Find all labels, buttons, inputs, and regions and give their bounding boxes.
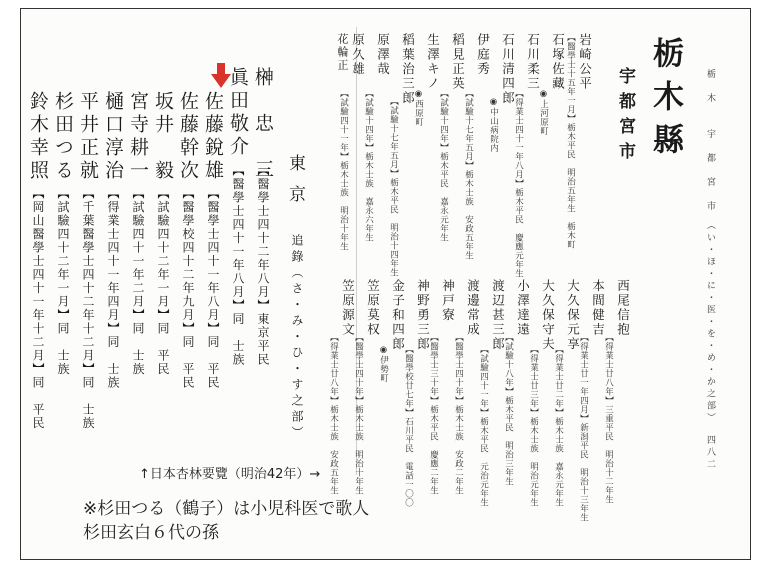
entry-detail: 【得業士廿一年四月】新潟平民 明治十三年生	[578, 333, 589, 522]
entry-detail: ◉上河原町	[538, 89, 549, 136]
down-arrow-icon	[211, 63, 231, 89]
entry-detail: 【得業士廿二年】栃木士族 嘉永元年生	[553, 345, 564, 507]
entry-detail: 【千葉醫學士四十二年十二月】同 士族	[81, 187, 95, 430]
entry-name: 宮寺耕一	[127, 91, 149, 183]
prefecture-title: 栃木縣	[647, 37, 683, 166]
entry-detail: ◉中山病院内	[488, 97, 499, 153]
entry-name: 眞田敬介	[227, 67, 249, 159]
entry-name: 稻見正英	[450, 33, 466, 91]
entry-detail: 【試驗十四年】栃木平民 嘉永元年生	[438, 89, 449, 242]
entry-detail: 【試驗四十二年一月】同 平民	[156, 187, 170, 376]
entry-detail: 【醫學士十五年一月】栃木平民 明治五年生 栃木町	[565, 33, 576, 249]
entry-name: 岩崎公平	[577, 33, 593, 91]
city-title: 宇都宮市	[615, 67, 635, 167]
entry-name: 杉田つる	[52, 91, 74, 183]
entry-detail: 【試驗十七年五月】栃木平民 明治十四年生	[388, 97, 399, 277]
entry-detail: 【醫學士四十一年八月】同 平民	[206, 187, 220, 390]
tokyo-heading: 東京	[285, 154, 305, 216]
annotation-note	[83, 497, 369, 545]
entry-detail: 【試驗四十二年一月】同 士族	[56, 187, 70, 376]
entry-detail: 【試驗四十一年二月】同 士族	[131, 187, 145, 376]
entry-detail: 【醫學校廿七年】石川平民 電話一〇〇	[403, 345, 414, 507]
entry-name: 石川清四郎	[500, 33, 516, 106]
entry-name: 坂井 毅	[152, 91, 174, 183]
supplement-heading: 追錄（さ・み・ひ・す之部）	[290, 234, 304, 442]
entry-detail: ◉伊勢町	[378, 345, 389, 383]
entry-name: 笠原莫权	[365, 279, 381, 337]
entry-name: 樋口淳治	[102, 91, 124, 183]
entry-detail: 【醫學士三十年】栃木平民 慶應二年生	[428, 333, 439, 495]
entry-name: 花輪正	[336, 33, 349, 72]
entry-detail: 【醫學士四十年】栃木士族 安政二年生	[453, 333, 464, 495]
entry-detail: 【得業士廿八年】栃木士族 安政五年生	[328, 333, 339, 495]
entry-detail: 【岡山醫學士四十一年十二月】同 平民	[31, 187, 45, 430]
entry-name: 伊庭秀	[475, 33, 491, 77]
entry-name: 小澤達遠	[515, 279, 531, 337]
entry-detail: 【試驗四十一年】栃木平民 元治元年生	[478, 345, 489, 507]
entry-name: 原久雄	[350, 33, 366, 77]
entry-name: 稻葉治三郎	[400, 33, 416, 106]
source-caption: ↑日本杏林要覽（明治42年）→	[139, 467, 321, 482]
page-number: 四八二	[705, 435, 715, 471]
entry-name: 平井正就	[77, 91, 99, 183]
entry-name: 鈴木幸照	[27, 91, 49, 183]
entry-detail: 【試驗十七年五月】栃木士族 安政五年生	[463, 89, 474, 260]
scanned-page	[20, 8, 751, 560]
entry-detail: 【醫學校四十二年九月】同 平民	[181, 187, 195, 390]
entry-name: 原澤哉	[375, 33, 391, 77]
entry-name: 大久保守夫	[540, 279, 556, 352]
entry-detail: 【得業士廿三年】栃木士族 明治元年生	[528, 345, 539, 507]
entry-detail: ◉西原町	[413, 89, 424, 127]
note-line: ※杉田つる（鶴子）は小児科医で歌人	[83, 499, 370, 519]
entry-detail: 【得業士四十一年八月】栃木平民 慶應元年生	[513, 89, 524, 278]
entry-detail: 【試驗四十一年】栃木士族 明治十年生	[338, 89, 349, 251]
entry-detail: 【試驗十八年】栃木平民 明治三年生	[503, 333, 514, 486]
entry-name: 西尾信抱	[615, 279, 631, 337]
entry-name: 生澤キノ	[425, 33, 441, 91]
entry-detail: 【醫學士四十年】栃木士族 明治十年生	[353, 333, 364, 495]
entry-name: 神戸寮	[440, 279, 456, 323]
entry-name: 笠原源文	[340, 279, 356, 337]
entry-detail: 【試驗十四年】栃木士族 嘉永六年生	[363, 89, 374, 242]
note-line: 杉田玄白６代の孫	[83, 523, 219, 543]
entry-name: 金子和四郎	[390, 279, 406, 352]
page-header: 栃 木 宇 都 宮 市 （い・ほ・に・医・を・め・か之部）	[705, 69, 715, 425]
entry-detail: 【得業士四十一年四月】同 士族	[106, 187, 120, 390]
entry-name: 佐藤幹次	[177, 91, 199, 183]
entry-detail: 【醫學士四十二年八月】東京平民	[256, 164, 270, 367]
entry-name: 大久保元享	[565, 279, 581, 352]
entry-name: 渡邊常成	[465, 279, 481, 337]
entry-name: 渡辺甚三郎	[490, 279, 506, 352]
entry-name: 神野勇三郎	[415, 279, 431, 352]
entry-detail: 【醫學士四十一年八月】同 士族	[231, 164, 245, 367]
entry-name: 石川柔三	[525, 33, 541, 91]
entry-name: 本間健吉	[590, 279, 606, 337]
entry-name: 榊 忠 三	[252, 67, 274, 182]
entry-name: 佐藤銳雄	[202, 91, 224, 183]
entry-detail: 【得業士廿八年】三重平民 明治十二年生	[603, 333, 614, 504]
entry-name: 石塚佐藏	[550, 33, 566, 91]
